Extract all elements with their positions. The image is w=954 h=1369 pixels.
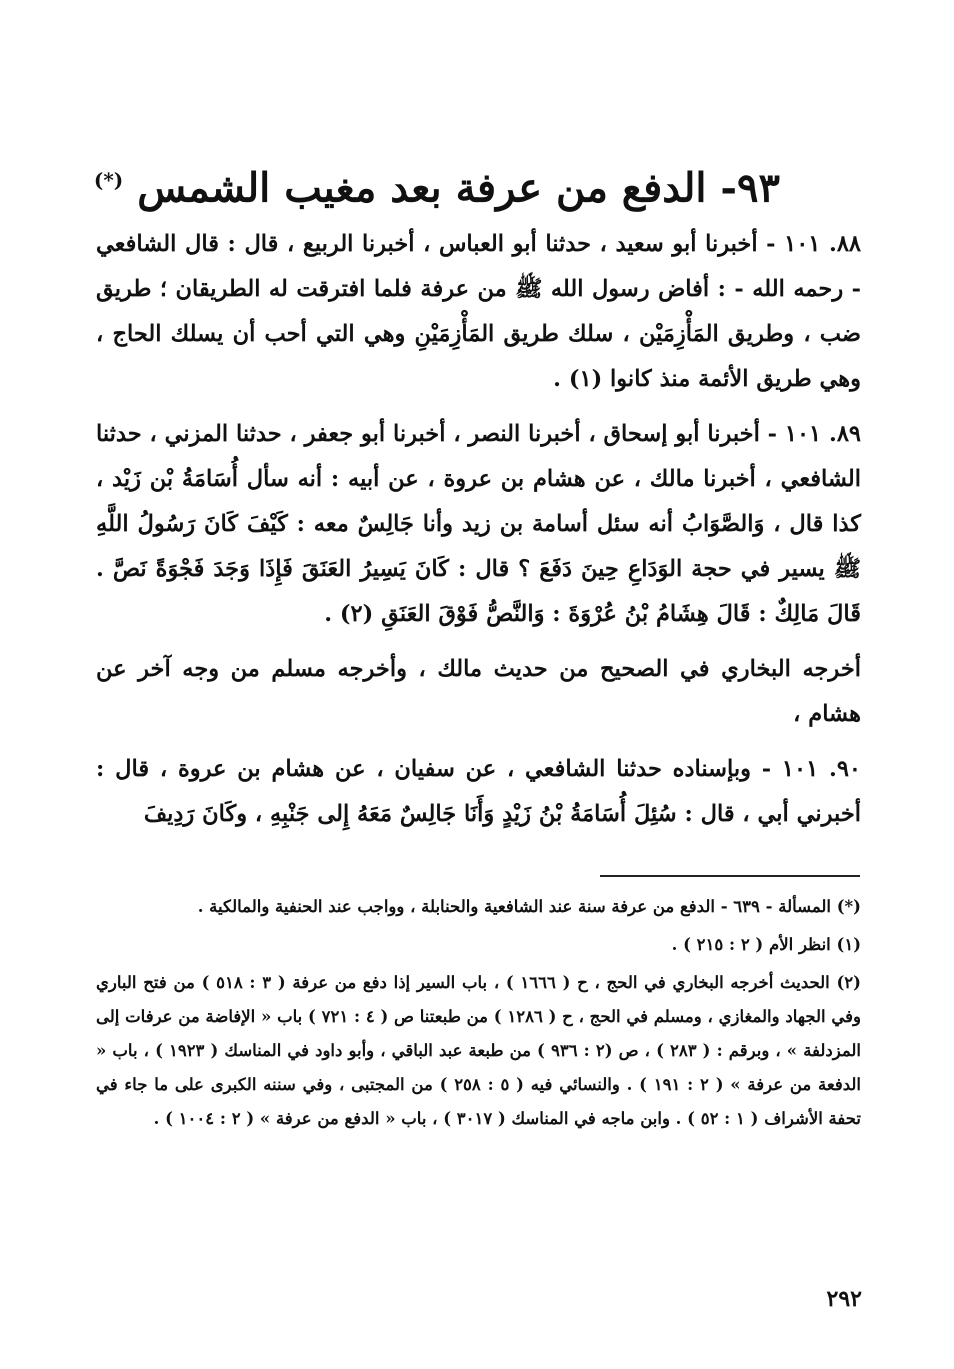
paragraph-89: ٨٩. ١٠١ - أخبرنا أبو إسحاق ، أخبرنا النصر ، أخبرنا أبو جعفر ، حدثنا المزني ، حدثنا الشافعي ، أخبرنا مالك ، عن هشام بن عروة ، عن أبيه : أنه سأل أُسَامَةُ بْن زَيْد ، كذا قال ، وَالصَّوَابُ أنه سئل أسامة بن زيد وأنا جَالِسٌ معه : كَيْفَ كَانَ رَسُولُ اللَّهِ ﷺ يسير في حجة الوَدَاعِ حِينَ دَفَعَ ؟ قال : كَانَ يَسِيرُ العَنَقَ فَإِذَا وَجَدَ فَجْوَةً نَصَّ . قَالَ مَالِكٌ : قَالَ هِشَامُ بْنُ عُرْوَةَ : وَالنَّصُّ فَوْقَ العَنَقِ (٢) . <box>96 421 861 627</box>
main-text <box>96 222 861 847</box>
chapter-title-text: ٩٣- الدفع من عرفة بعد مغيب الشمس <box>137 164 780 212</box>
footnote-2: (٢) الحديث أخرجه البخاري في الحج ، ح ( ١٦٦٦ ) ، باب السير إذا دفع من عرفة ( ٣ : ٥١٨ ) من فتح الباري وفي الجهاد والمغازي ، ومسلم في الحج ، ح ( ١٢٨٦ ) من طبعتنا ص ( ٤ : ٧٢١ ) باب « الإفاضة من عرفات إلى المزدلفة » ، وبرقم : ( ٢٨٣ ) ، ص (٢ : ٩٣٦ ) من طبعة عبد الباقي ، وأبو داود في المناسك ( ١٩٢٣ ) ، باب « الدفعة من عرفة » ( ٢ : ١٩١ ) . والنسائي فيه ( ٥ : ٢٥٨ ) من المجتبى ، وفي سننه الكبرى على ما جاء في تحفة الأشراف ( ١ : ٥٢ ) . وابن ماجه في المناسك ( ٣٠١٧ ) ، باب « الدفع من عرفة » ( ٢ : ١٠٠٤ ) . <box>96 973 862 1128</box>
chapter-title-marker: (*) <box>93 168 124 192</box>
paragraph-commentary: أخرجه البخاري في الصحيح من حديث مالك ، وأخرجه مسلم من وجه آخر عن هشام ، <box>96 656 861 727</box>
footnote-1: (١) انظر الأم ( ٢ : ٢١٥ ) . <box>671 935 861 954</box>
chapter-title <box>93 150 780 218</box>
paragraph-90: ٩٠. ١٠١ - وبإسناده حدثنا الشافعي ، عن سفيان ، عن هشام بن عروة ، قال : أخبرني أبي ، قال : سُئِلَ أُسَامَةُ بْنُ زَيْدٍ وَأَنَا جَالِسٌ مَعَهُ إِلى جَنْبِهِ ، وكَانَ رَدِيفَ <box>96 756 861 827</box>
footnote-separator <box>600 875 860 877</box>
page-number: ٢٩٢ <box>826 1286 862 1312</box>
paragraph-88: ٨٨. ١٠١ - أخبرنا أبو سعيد ، حدثنا أبو العباس ، أخبرنا الربيع ، قال : قال الشافعي - رحمه الله - : أفاض رسول الله ﷺ من عرفة فلما افترقت له الطريقان ؛ طريق ضب ، وطريق المَأْزِمَيْن ، سلك طريق المَأْزِمَيْنِ وهي التي أحب أن يسلك الحاج ، وهي طريق الأئمة منذ كانوا (١) . <box>96 231 861 392</box>
footnotes <box>96 890 861 1140</box>
footnote-star: (*) المسألة - ٦٣٩ - الدفع من عرفة سنة عند الشافعية والحنابلة ، وواجب عند الحنفية والمالكية . <box>197 897 861 916</box>
